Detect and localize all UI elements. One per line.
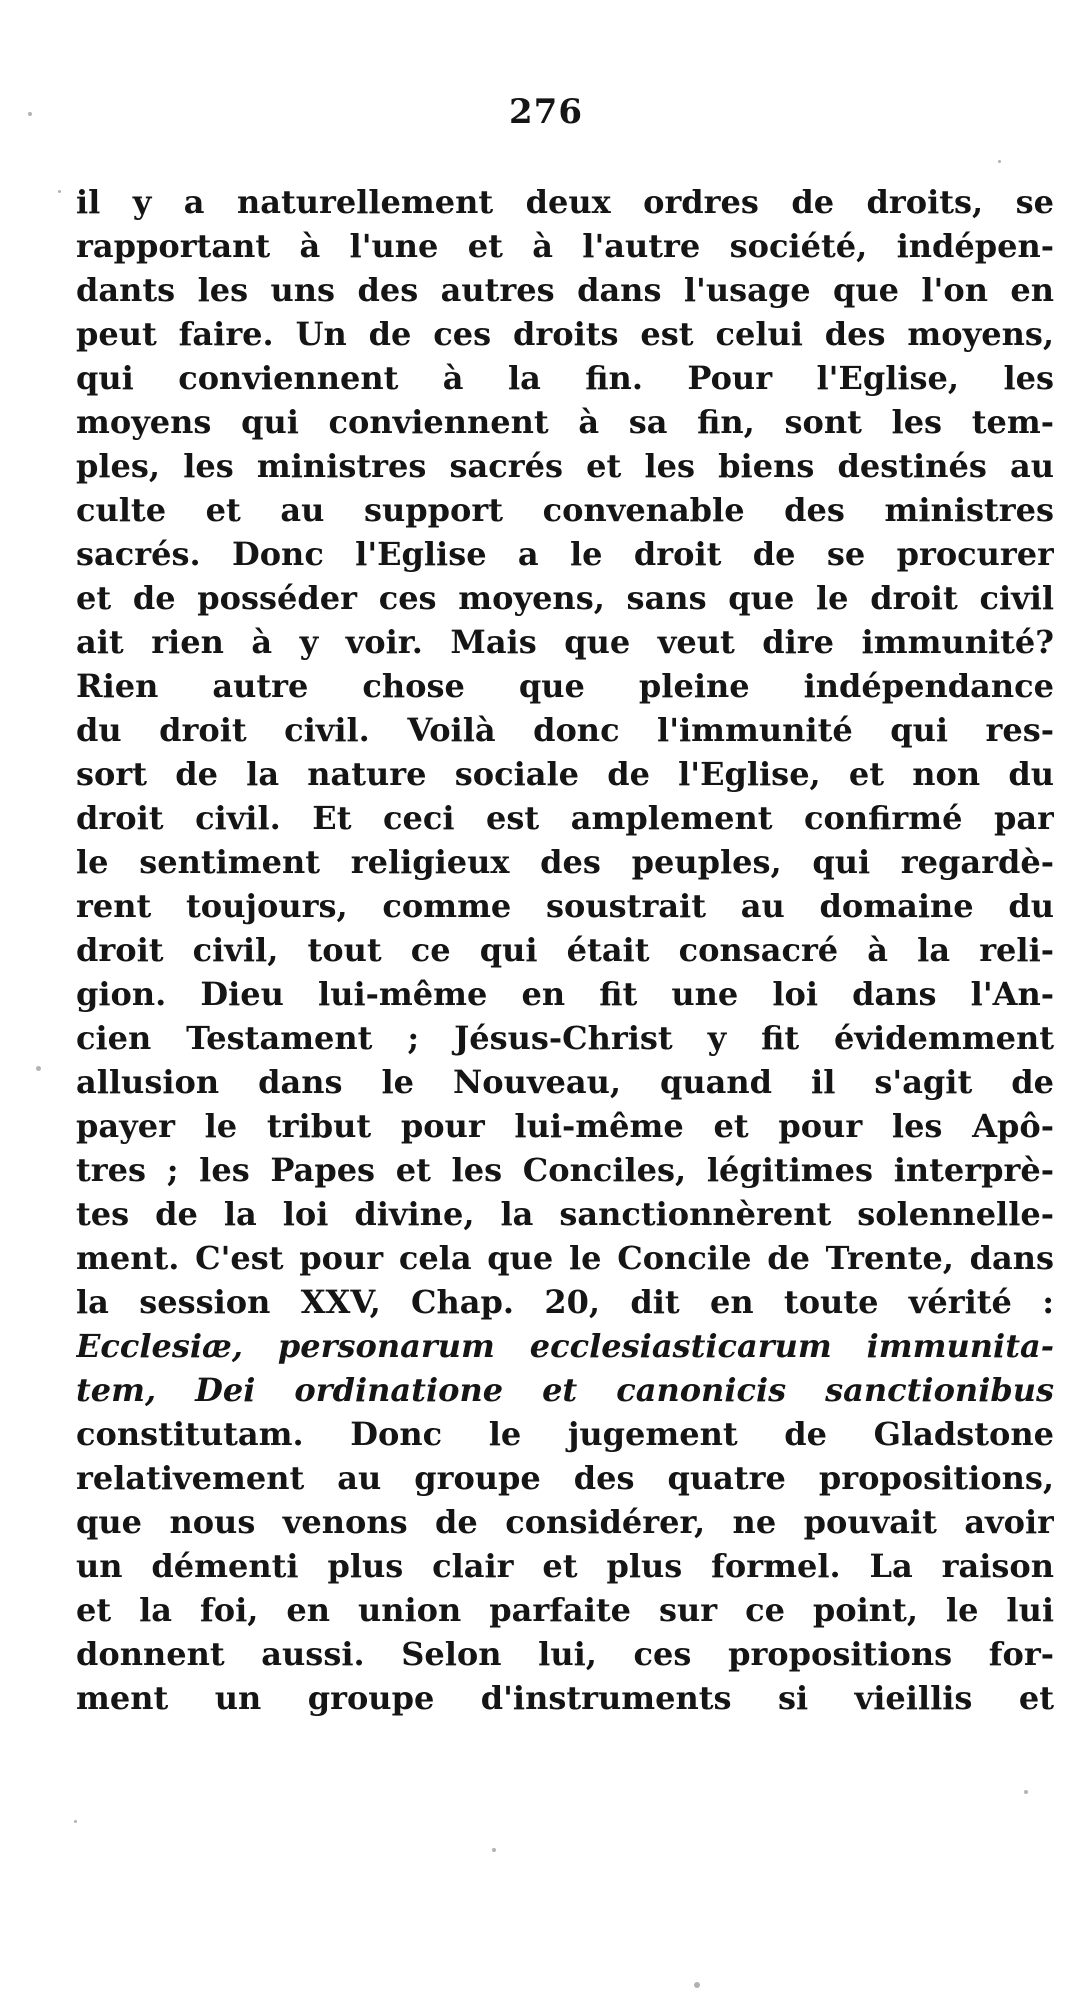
text-line: moyens qui conviennent à sa fin, sont les tem- <box>76 403 1054 441</box>
text-line: constitutam. Donc le jugement de Gladstone <box>76 1415 1054 1453</box>
text-line: dants les uns des autres dans l'usage que l'on en <box>76 271 1054 309</box>
text-line: rapportant à l'une et à l'autre société, indépen- <box>76 227 1054 265</box>
text-line: et la foi, en union parfaite sur ce point, le lui <box>76 1591 1054 1629</box>
body-text <box>76 180 1054 1720</box>
text-line: peut faire. Un de ces droits est celui des moyens, <box>76 315 1054 353</box>
text-line: et de posséder ces moyens, sans que le droit civil <box>76 579 1054 617</box>
text-line: allusion dans le Nouveau, quand il s'agit de <box>76 1063 1054 1101</box>
text-line: droit civil. Et ceci est amplement confirmé par <box>76 799 1054 837</box>
text-line: droit civil, tout ce qui était consacré à la reli- <box>76 931 1054 969</box>
text-line: tes de la loi divine, la sanctionnèrent solennelle- <box>76 1195 1054 1233</box>
text-line: un démenti plus clair et plus formel. La raison <box>76 1547 1054 1585</box>
text-line: sort de la nature sociale de l'Eglise, et non du <box>76 755 1054 793</box>
text-line: sacrés. Donc l'Eglise a le droit de se procurer <box>76 535 1054 573</box>
text-line: il y a naturellement deux ordres de droits, se <box>76 183 1054 221</box>
text-line: du droit civil. Voilà donc l'immunité qui res- <box>76 711 1054 749</box>
text-line: le sentiment religieux des peuples, qui regardè- <box>76 843 1054 881</box>
text-line: ait rien à y voir. Mais que veut dire immunité? <box>76 623 1054 661</box>
text-line: culte et au support convenable des ministres <box>76 491 1054 529</box>
text-line: relativement au groupe des quatre propositions, <box>76 1459 1054 1497</box>
text-line: gion. Dieu lui-même en fit une loi dans l'An- <box>76 975 1054 1013</box>
text-line: ment un groupe d'instruments si vieillis et <box>76 1679 1054 1717</box>
text-line: Rien autre chose que pleine indépendance <box>76 667 1054 705</box>
text-line: cien Testament ; Jésus-Christ y fit évidemment <box>76 1019 1054 1057</box>
text-line: qui conviennent à la fin. Pour l'Eglise, les <box>76 359 1054 397</box>
text-line: ples, les ministres sacrés et les biens destinés au <box>76 447 1054 485</box>
text-line: la session XXV, Chap. 20, dit en toute vérité : <box>76 1283 1054 1321</box>
text-line: que nous venons de considérer, ne pouvait avoir <box>76 1503 1054 1541</box>
text-line: payer le tribut pour lui-même et pour les Apô- <box>76 1107 1054 1145</box>
text-line: rent toujours, comme soustrait au domaine du <box>76 887 1054 925</box>
text-line: ment. C'est pour cela que le Concile de Trente, dans <box>76 1239 1054 1277</box>
text-line: tres ; les Papes et les Conciles, légitimes interprè- <box>76 1151 1054 1189</box>
text-line: donnent aussi. Selon lui, ces propositions for- <box>76 1635 1054 1673</box>
latin-quote-line: tem, Dei ordinatione et canonicis sanctionibus <box>76 1371 1054 1409</box>
latin-quote-line: Ecclesiæ, personarum ecclesiasticarum immunita- <box>76 1327 1054 1365</box>
page-number: 276 <box>509 92 583 132</box>
